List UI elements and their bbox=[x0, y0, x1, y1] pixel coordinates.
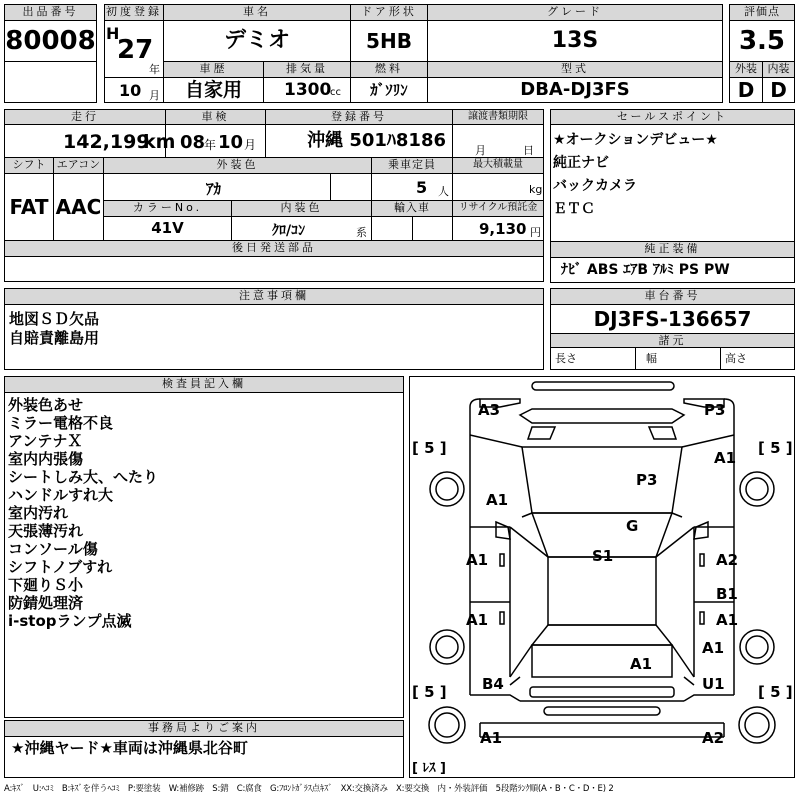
ac: AAC bbox=[53, 173, 104, 241]
inspector-line: 室内汚れ bbox=[8, 504, 69, 522]
height: 高さ bbox=[720, 347, 795, 370]
model-label: 型式 bbox=[427, 61, 723, 78]
insp-month-unit: 月 bbox=[244, 138, 257, 152]
fuel-label: 燃料 bbox=[350, 61, 428, 78]
notes bbox=[4, 304, 544, 370]
inspector-label: 検査員記入欄 bbox=[4, 376, 404, 393]
inspector-line: 外装色あせ bbox=[8, 396, 84, 414]
inspector-line: アンテナＸ bbox=[8, 432, 83, 450]
era: H bbox=[106, 24, 120, 43]
color-label: 外装色 bbox=[103, 157, 372, 174]
mark-a2-right-door: A2 bbox=[716, 551, 739, 569]
equipment: ﾅﾋﾞ ABS ｴｱB ｱﾙﾐ PS PW bbox=[550, 257, 795, 283]
mark-a1-front-left: A1 bbox=[486, 491, 509, 509]
ext-grade: D bbox=[729, 77, 763, 103]
mark-u1-rear-right: U1 bbox=[702, 675, 725, 693]
interior: ｸﾛ/ｺﾝ bbox=[272, 223, 306, 239]
lot-blank bbox=[4, 61, 97, 103]
mark-s1-roof: S1 bbox=[592, 547, 614, 565]
color-no: 41V bbox=[103, 216, 232, 241]
reg-month: 10 bbox=[119, 81, 142, 100]
cc-unit: cc bbox=[330, 87, 341, 98]
equipment-label: 純正装備 bbox=[550, 241, 795, 258]
inspector-line: 下廻りＳ小 bbox=[8, 576, 84, 594]
color: ｱｶ bbox=[206, 180, 222, 198]
capacity-unit: 人 bbox=[438, 185, 449, 198]
int-grade-label: 内装 bbox=[762, 61, 795, 78]
displacement-cell bbox=[263, 77, 351, 103]
month-cell bbox=[104, 77, 164, 103]
inspector-notes bbox=[4, 392, 404, 718]
spare-tire: [ ﾚｽ ] bbox=[412, 761, 446, 776]
displacement: 1300 bbox=[284, 80, 332, 100]
insp-year-unit: 年 bbox=[204, 138, 217, 152]
car-name: デミオ bbox=[163, 20, 351, 62]
legend: A:ｷｽﾞ U:ﾍｺﾐ B:ｷｽﾞを伴うﾍｺﾐ P:要塗装 W:補修跡 S:錆 C:腐食 G:ﾌﾛﾝﾄｶﾞﾗｽ点ｷｽﾞ XX:交換済み X:要交換 内・外装評価 5段階ﾗﾝｸ順(A・B・C・D・E) 2 bbox=[4, 784, 614, 794]
capacity-cell bbox=[371, 173, 453, 201]
mark-g-windshield: G bbox=[626, 517, 639, 535]
plate-label: 登録番号 bbox=[265, 109, 453, 125]
lot-label: 出品番号 bbox=[4, 4, 97, 21]
damage-diagram bbox=[409, 376, 795, 778]
load-unit: kg bbox=[529, 183, 543, 196]
inspector-line: シフトノブすれ bbox=[8, 558, 113, 576]
recycle-label: リサイクル預託金 bbox=[452, 200, 544, 217]
inspection-cell bbox=[165, 124, 266, 158]
later-parts-label: 後日発送部品 bbox=[4, 240, 544, 257]
tire-front-left: [ 5 ] bbox=[412, 439, 447, 457]
inspection-label: 車検 bbox=[165, 109, 266, 125]
score: 3.5 bbox=[729, 20, 795, 62]
interior-suffix: 系 bbox=[356, 226, 367, 239]
fuel: ｶﾞｿﾘﾝ bbox=[350, 77, 428, 103]
int-grade: D bbox=[762, 77, 795, 103]
mark-p3-hood: P3 bbox=[636, 471, 658, 489]
sales-point: バックカメラ bbox=[553, 178, 637, 194]
lot-number: 80008 bbox=[4, 20, 97, 62]
transfer-day: 日 bbox=[523, 144, 534, 157]
transfer-cell bbox=[452, 124, 544, 158]
import-b bbox=[412, 216, 453, 241]
reg-year: 27 bbox=[117, 35, 154, 65]
recycle-cell bbox=[452, 216, 544, 241]
mark-a1-bottom-left: A1 bbox=[480, 729, 503, 747]
inspector-line: i-stopランプ点滅 bbox=[8, 612, 132, 630]
color-blank bbox=[330, 173, 372, 201]
note-line: 地図ＳＤ欠品 bbox=[9, 310, 100, 328]
door-label: ドア形状 bbox=[350, 4, 428, 21]
mileage-label: 走行 bbox=[4, 109, 166, 125]
door-type: 5HB bbox=[350, 20, 428, 62]
mark-a2-bottom-right: A2 bbox=[702, 729, 725, 747]
ac-label: エアコン bbox=[53, 157, 104, 174]
car-outline bbox=[410, 377, 794, 777]
sales-point: 純正ナビ bbox=[553, 155, 609, 171]
km-unit: km bbox=[143, 131, 176, 153]
sales-point: ＥＴＣ bbox=[553, 201, 595, 217]
model: DBA-DJ3FS bbox=[427, 77, 723, 103]
transfer-month: 月 bbox=[475, 144, 486, 157]
history-label: 車歴 bbox=[163, 61, 264, 78]
inspector-line: ハンドルすれ大 bbox=[8, 486, 114, 504]
inspector-line: 防錆処理済 bbox=[8, 594, 84, 612]
notes-label: 注意事項欄 bbox=[4, 288, 544, 305]
mark-a1-right-rear-door: A1 bbox=[716, 611, 739, 629]
score-label: 評価点 bbox=[729, 4, 795, 21]
interior-label: 内装色 bbox=[231, 200, 372, 217]
interior-cell bbox=[231, 216, 372, 241]
color-cell bbox=[103, 173, 331, 201]
load-label: 最大積載量 bbox=[452, 157, 544, 174]
grade: 13S bbox=[427, 20, 723, 62]
mark-b4-rear-left: B4 bbox=[482, 675, 504, 693]
mark-a1-rear-right: A1 bbox=[702, 639, 725, 657]
insp-month: 10 bbox=[218, 132, 244, 153]
inspector-line: 室内内張傷 bbox=[8, 450, 84, 468]
mark-a1-hatch: A1 bbox=[630, 655, 653, 673]
recycle: 9,130 bbox=[479, 220, 527, 238]
inspector-line: 天張薄汚れ bbox=[8, 522, 84, 540]
mark-a3: A3 bbox=[478, 401, 501, 419]
grade-label: グレード bbox=[427, 4, 723, 21]
capacity: 5 bbox=[416, 178, 428, 197]
specs-label: 諸元 bbox=[550, 333, 795, 348]
office-label: 事務局よりご案内 bbox=[4, 720, 404, 737]
shift-label: シフト bbox=[4, 157, 54, 174]
width: 幅 bbox=[635, 347, 721, 370]
import-label: 輸入車 bbox=[371, 200, 453, 217]
chassis-number: DJ3FS-136657 bbox=[550, 304, 795, 334]
month-unit: 月 bbox=[149, 89, 160, 102]
capacity-label: 乗車定員 bbox=[371, 157, 453, 174]
history: 自家用 bbox=[163, 77, 264, 103]
later-parts bbox=[4, 256, 544, 282]
import-a bbox=[371, 216, 413, 241]
mark-a1-front-right: A1 bbox=[714, 449, 737, 467]
mileage: 142,199 bbox=[63, 131, 150, 153]
office-notice: ★沖縄ヤード★車両は沖縄県北谷町 bbox=[4, 736, 404, 778]
note-line: 自賠責離島用 bbox=[9, 329, 100, 347]
first-reg-cell bbox=[104, 20, 164, 78]
mark-a1-left-rear-door: A1 bbox=[466, 611, 489, 629]
car-name-label: 車名 bbox=[163, 4, 351, 21]
mark-a1-left-door: A1 bbox=[466, 551, 489, 569]
mark-b1-right: B1 bbox=[716, 585, 738, 603]
length: 長さ bbox=[550, 347, 636, 370]
inspector-line: ミラー電格不良 bbox=[8, 414, 114, 432]
transfer-label: 譲渡書類期限 bbox=[452, 109, 544, 125]
inspector-line: シートしみ大、へたり bbox=[8, 468, 159, 486]
recycle-unit: 円 bbox=[530, 226, 541, 239]
shift: FAT bbox=[4, 173, 54, 241]
ext-grade-label: 外装 bbox=[729, 61, 763, 78]
displacement-label: 排気量 bbox=[263, 61, 351, 78]
color-no-label: カラーNo. bbox=[103, 200, 232, 217]
chassis-label: 車台番号 bbox=[550, 288, 795, 305]
first-reg-label: 初度登録 bbox=[104, 4, 164, 21]
mileage-cell bbox=[4, 124, 176, 158]
tire-rear-right: [ 5 ] bbox=[758, 683, 793, 701]
plate: 沖縄 501ﾊ8186 bbox=[265, 124, 453, 158]
sales-points-label: セールスポイント bbox=[550, 109, 795, 125]
year-unit: 年 bbox=[149, 63, 160, 76]
sales-points bbox=[550, 124, 795, 242]
insp-year: 08 bbox=[180, 132, 206, 153]
tire-rear-left: [ 5 ] bbox=[412, 683, 447, 701]
sales-point: ★オークションデビュー★ bbox=[553, 132, 718, 148]
load-cell bbox=[452, 173, 544, 201]
tire-front-right: [ 5 ] bbox=[758, 439, 793, 457]
inspector-line: コンソール傷 bbox=[8, 540, 98, 558]
mark-p3-front: P3 bbox=[704, 401, 726, 419]
